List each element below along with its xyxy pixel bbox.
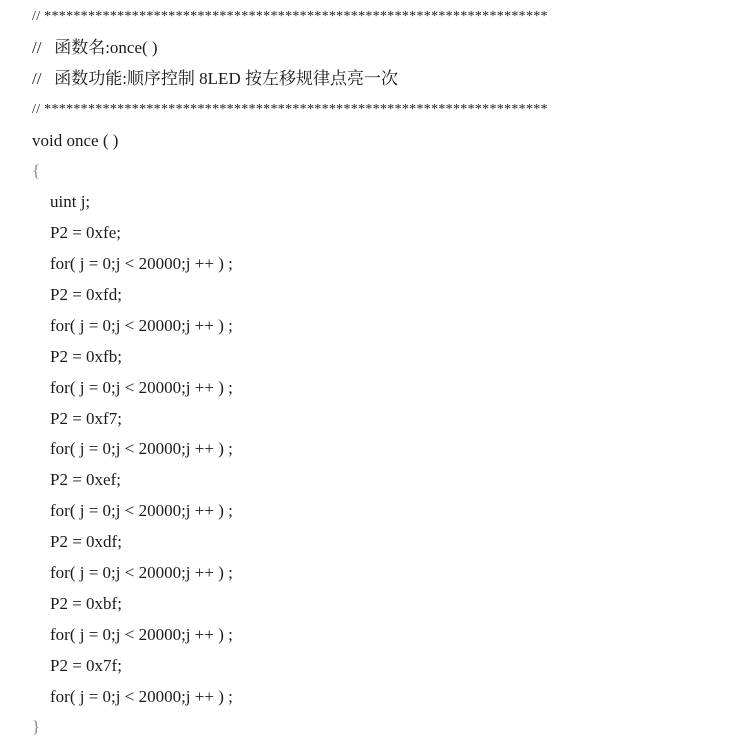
assignment-line: P2 = 0xbf; (50, 593, 122, 613)
delay-loop-line: for( j = 0;j < 20000;j ++ ) ; (50, 501, 233, 521)
assignment-line: P2 = 0xfe; (50, 223, 121, 243)
assignment-line: P2 = 0xef; (50, 470, 121, 490)
delay-loop-line: for( j = 0;j < 20000;j ++ ) ; (50, 315, 233, 335)
assignment-line: P2 = 0xf7; (50, 408, 122, 428)
delay-loop-line: for( j = 0;j < 20000;j ++ ) ; (50, 563, 233, 583)
assignment-line: P2 = 0xfb; (50, 346, 122, 366)
assignment-line: P2 = 0xfd; (50, 285, 122, 305)
close-brace: } (32, 717, 41, 737)
delay-loop-line: for( j = 0;j < 20000;j ++ ) ; (50, 377, 233, 397)
delay-loop-line: for( j = 0;j < 20000;j ++ ) ; (50, 439, 233, 459)
delay-loop-line: for( j = 0;j < 20000;j ++ ) ; (50, 254, 233, 274)
comment-separator-top: // ********************************************************************* (32, 9, 548, 24)
code-listing (32, 0, 732, 743)
assignment-line: P2 = 0x7f; (50, 655, 122, 675)
open-brace: { (32, 161, 41, 181)
delay-loop-line: for( j = 0;j < 20000;j ++ ) ; (50, 686, 233, 706)
variable-declaration: uint j; (50, 192, 91, 212)
function-signature: void once ( ) (32, 130, 119, 150)
assignment-line: P2 = 0xdf; (50, 532, 122, 552)
comment-separator-bottom: // ********************************************************************* (32, 101, 548, 117)
comment-function-name: // 函数名:once( ) (32, 37, 158, 57)
delay-loop-line: for( j = 0;j < 20000;j ++ ) ; (50, 624, 233, 644)
comment-function-purpose: // 函数功能:顺序控制 8LED 按左移规律点亮一次 (32, 68, 398, 88)
